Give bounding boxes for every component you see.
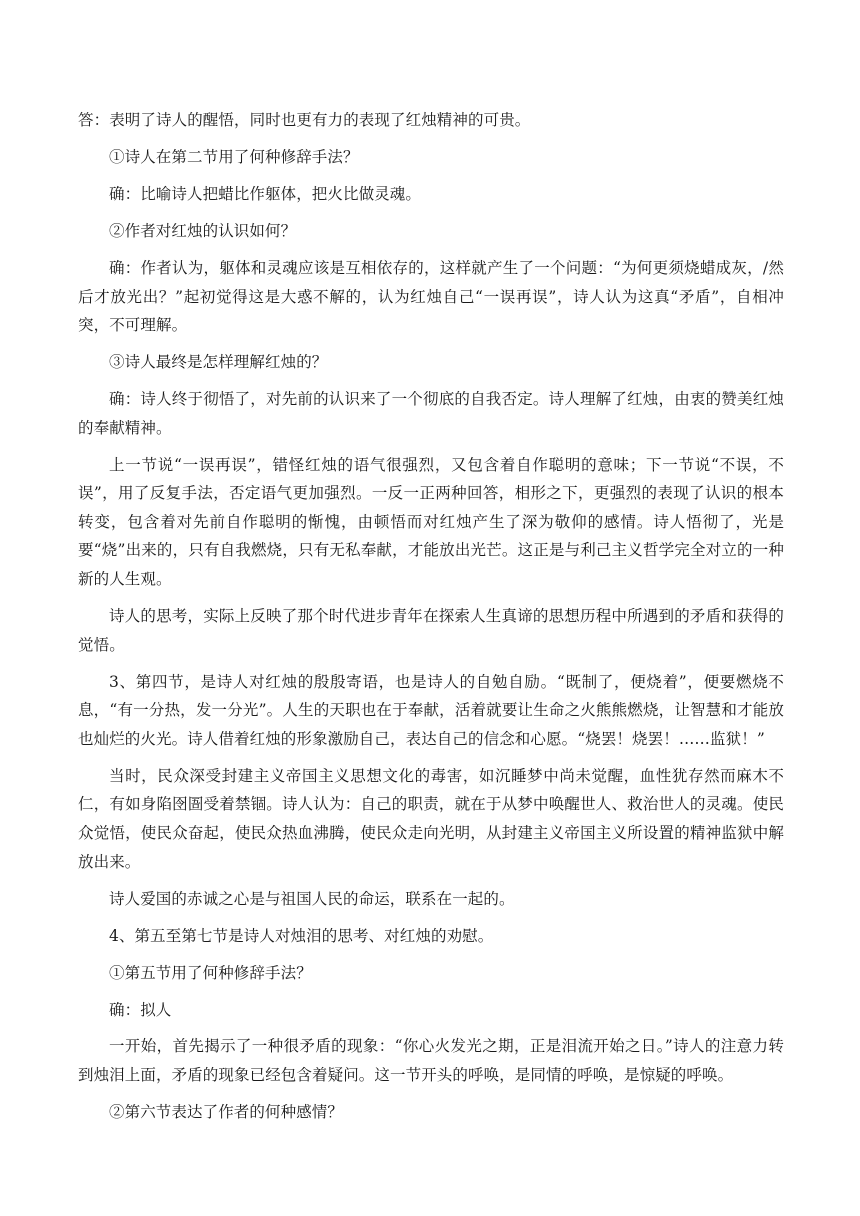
paragraph-question-section6-emotion: ②第六节表达了作者的何种感情？ [109,1103,344,1122]
paragraph-section4: 3、第四节，是诗人对红烛的殷殷寄语，也是诗人的自勉自励。“既制了，便烧着”，便要燃烧不息，“有一分热，发一分光”。人生的天职也在于奉献，活着就要让生命之火熊熊燃烧，让智慧和才能放也灿烂的火光。诗人借着红烛的形象激励自己，表达自己的信念和心愿。“烧罢！烧罢！……监狱！” [78,672,784,748]
paragraph-question-section2-rhetoric: ①诗人在第二节用了何种修辞手法？ [109,147,359,166]
paragraph-answer-personification: 确：拟人 [109,1000,172,1019]
paragraph-patriotism: 诗人爱国的赤诚之心是与祖国人民的命运，联系在一起的。 [109,889,515,908]
paragraph-answer-metaphor: 确：比喻诗人把蜡比作躯体，把火比做灵魂。 [109,184,422,203]
paragraph-answer-enlightenment: 确：诗人终于彻悟了，对先前的认识来了一个彻底的自我否定。诗人理解了红烛，由衷的赞美红烛的奉献精神。 [78,390,784,437]
paragraph-analysis-repetition: 上一节说“一误再误”，错怪红烛的语气很强烈，又包含着自作聪明的意味；下一节说“不误，不误”，用了反复手法，否定语气更加强烈。一反一正两种回答，相形之下，更强烈的表现了认识的根本转变，包含着对先前自作聪明的惭愧，由顿悟而对红烛产生了深为敬仰的感情。诗人悟彻了，光是要“烧”出来的，只有自我燃烧，只有无私奉献，才能放出光芒。这正是与利己主义哲学完全对立的一种新的人生观。 [78,455,784,589]
paragraph-answer-1: 答：表明了诗人的醒悟，同时也更有力的表现了红烛精神的可贵。 [78,111,531,129]
paragraph-section5-7: 4、第五至第七节是诗人对烛泪的思考、对红烛的劝慰。 [109,926,494,945]
paragraph-analysis-people: 当时，民众深受封建主义帝国主义思想文化的毒害，如沉睡梦中尚未觉醒，血性犹存然而麻木不仁，有如身陷囹圄受着禁锢。诗人认为：自己的职责，就在于从梦中唤醒世人、救治世人的灵魂。使民众觉悟，使民众奋起，使民众热血沸腾，使民众走向光明，从封建主义帝国主义所设置的精神监狱中解放出来。 [78,766,784,871]
paragraph-analysis-tears: 一开始，首先揭示了一种很矛盾的现象：“你心火发光之期，正是泪流开始之日。”诗人的注意力转到烛泪上面，矛盾的现象已经包含着疑问。这一节开头的呼唤，是同情的呼唤，是惊疑的呼唤。 [78,1037,784,1085]
paragraph-question-final-understanding: ③诗人最终是怎样理解红烛的？ [109,353,328,372]
paragraph-analysis-era: 诗人的思考，实际上反映了那个时代进步青年在探索人生真谛的思想历程中所遇到的矛盾和获得的觉悟。 [78,607,784,654]
paragraph-question-understanding: ②作者对红烛的认识如何？ [109,221,297,240]
paragraph-question-section5-rhetoric: ①第五节用了何种修辞手法？ [109,963,312,982]
document-body [78,106,784,1135]
paragraph-answer-contradiction: 确：作者认为，躯体和灵魂应该是互相依存的，这样就产生了一个问题：“为何更须烧蜡成灰，/然后才放光出？”起初觉得这是大惑不解的，认为红烛自己“一误再误”，诗人认为这真“矛盾”，自相冲突，不可理解。 [78,258,784,335]
